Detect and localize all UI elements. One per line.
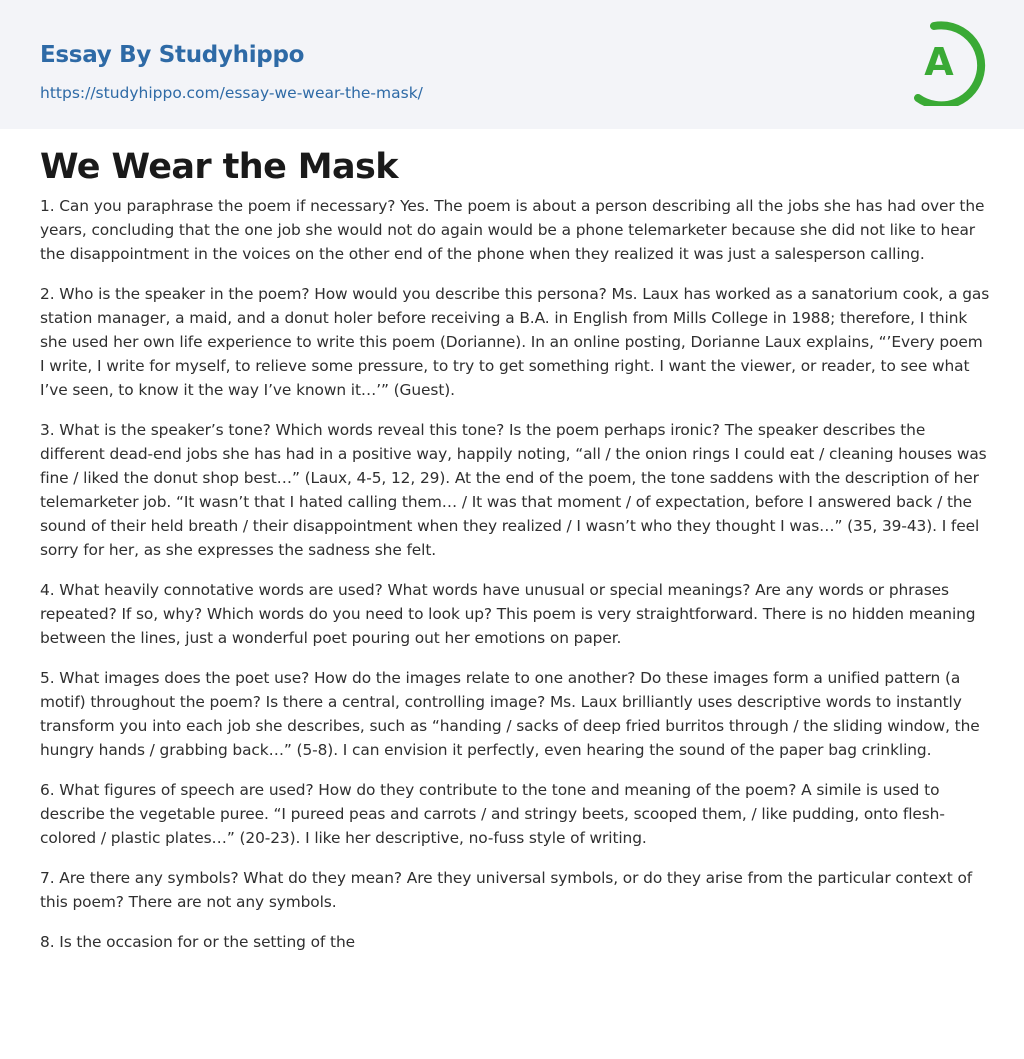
page-title: We Wear the Mask <box>40 147 398 187</box>
essay-paragraph: 7. Are there any symbols? What do they mean? Are they universal symbols, or do they arise from the particular context of this poem? There are not any symbols. <box>40 869 973 911</box>
logo-icon[interactable] <box>906 18 988 106</box>
logo-letter: A <box>924 40 954 84</box>
essay-paragraph: 3. What is the speaker’s tone? Which words reveal this tone? Is the poem perhaps ironic? The speaker describes the different dead-end jobs she has had in a positive way, happily noting, “all / the onion rings I could eat / cleaning houses was fine / liked the donut shop best…” (Laux, 4-5, 12, 29). At the end of the poem, the tone saddens with the description of her telemarketer job. “It wasn’t that I hated calling them… / It was that moment / of expectation, before I answered back / the sound of their held breath / their disappointment when they realized / I wasn’t who they thought I was…” (35, 39-43). I feel sorry for her, as she expresses the sadness she felt. <box>40 421 987 559</box>
essay-paragraph: 5. What images does the poet use? How do the images relate to one another? Do these images form a unified pattern (a motif) throughout the poem? Is there a central, controlling image? Ms. Laux brilliantly uses descriptive words to instantly transform you into each job she describes, such as “handing / sacks of deep fried burritos through / the sliding window, the hungry hands / grabbing back…” (5-8). I can envision it perfectly, even hearing the sound of the paper bag crinkling. <box>40 669 980 759</box>
essay-paragraph: 6. What figures of speech are used? How do they contribute to the tone and meaning of the poem? A simile is used to describe the vegetable puree. “I pureed peas and carrots / and stringy beets, scooped them, / like pudding, onto flesh-colored / plastic plates…” (20-23). I like her descriptive, no-fuss style of writing. <box>40 781 945 847</box>
essay-paragraph: 8. Is the occasion for or the setting of the <box>40 933 355 951</box>
source-url-link[interactable]: https://studyhippo.com/essay-we-wear-the-mask/ <box>40 84 423 102</box>
essay-body <box>40 194 990 970</box>
essay-paragraph: 1. Can you paraphrase the poem if necessary? Yes. The poem is about a person describing all the jobs she has had over the years, concluding that the one job she would not do again would be a phone telemarketer because she did not like to hear the disappointment in the voices on the other end of the phone when they realized it was just a salesperson calling. <box>40 197 985 263</box>
essay-paragraph: 4. What heavily connotative words are used? What words have unusual or special meanings? Are any words or phrases repeated? If so, why? Which words do you need to look up? This poem is very straightforward. There is no hidden meaning between the lines, just a wonderful poet pouring out her emotions on paper. <box>40 581 976 647</box>
essay-paragraph: 2. Who is the speaker in the poem? How would you describe this persona? Ms. Laux has worked as a sanatorium cook, a gas station manager, a maid, and a donut holer before receiving a B.A. in English from Mills College in 1988; therefore, I think she used her own life experience to write this poem (Dorianne). In an online posting, Dorianne Laux explains, “’Every poem I write, I write for myself, to relieve some pressure, to try to get something right. I want the viewer, or reader, to see what I’ve seen, to know it the way I’ve known it…’” (Guest). <box>40 285 990 399</box>
brand-title[interactable]: Essay By Studyhippo <box>40 42 305 68</box>
